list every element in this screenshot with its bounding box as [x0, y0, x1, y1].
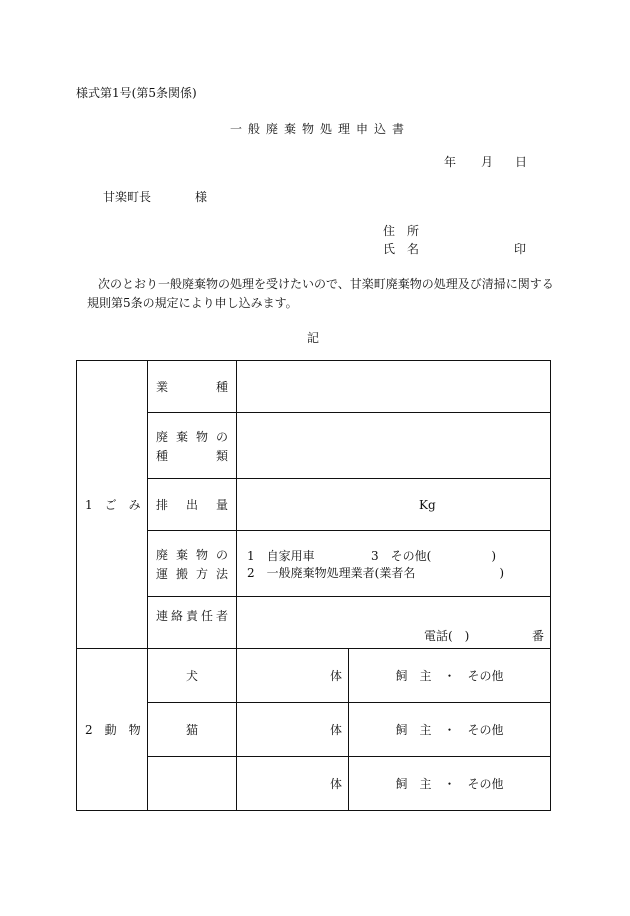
animal-owner-cat[interactable]: 飼 主 ・ その他	[349, 703, 551, 757]
business-type-field[interactable]	[237, 361, 551, 413]
date-year: 年	[444, 155, 457, 169]
transport-option-3[interactable]: 3 その他( )	[371, 548, 496, 563]
animals-section-label: 2 動 物	[77, 649, 148, 811]
animal-type-dog: 犬	[148, 649, 237, 703]
discharge-unit: Kg	[419, 497, 436, 512]
animal-count-dog[interactable]: 体	[237, 649, 349, 703]
animal-count-other[interactable]: 体	[237, 757, 349, 811]
body-line-2: 規則第5条の規定により申し込みます。	[87, 296, 298, 310]
phone-label: 電話( )	[424, 628, 470, 643]
discharge-amount-field[interactable]	[237, 479, 551, 531]
phone-suffix: 番	[532, 628, 545, 643]
animal-count-cat[interactable]: 体	[237, 703, 349, 757]
transport-option-1[interactable]: 1 自家用車	[247, 548, 315, 563]
contact-person-label: 連 絡 責 任 者	[148, 597, 237, 649]
transport-method-field[interactable]	[237, 531, 551, 597]
address-label: 住 所	[383, 224, 420, 238]
animal-type-other[interactable]	[148, 757, 237, 811]
animal-owner-dog[interactable]: 飼 主 ・ その他	[349, 649, 551, 703]
addressee: 甘楽町長	[103, 190, 152, 204]
ki-mark: 記	[307, 331, 320, 345]
date-month: 月	[481, 155, 494, 169]
gomi-section-label: 1 ご み	[77, 361, 148, 649]
document-title: 一般廃棄物処理申込書	[230, 122, 411, 136]
animal-owner-other[interactable]: 飼 主 ・ その他	[349, 757, 551, 811]
contact-person-field[interactable]	[237, 597, 551, 649]
waste-type-field[interactable]	[237, 413, 551, 479]
form-number: 様式第1号(第5条関係)	[76, 86, 197, 100]
date-day: 日	[515, 155, 528, 169]
addressee-suffix: 様	[195, 190, 208, 204]
body-line-1: 次のとおり一般廃棄物の処理を受けたいので、甘楽町廃棄物の処理及び清掃に関する	[98, 277, 554, 291]
seal-mark: 印	[514, 242, 527, 256]
application-table	[76, 360, 551, 811]
name-label: 氏 名	[383, 242, 420, 256]
discharge-amount-label: 排 出 量	[148, 479, 237, 531]
transport-method-label: 廃 棄 物 の 運 搬 方 法	[148, 531, 237, 597]
waste-type-label: 廃 棄 物 の 種 類	[148, 413, 237, 479]
transport-option-2[interactable]: 2 一般廃棄物処理業者(業者名 )	[247, 565, 504, 580]
animal-type-cat: 猫	[148, 703, 237, 757]
business-type-label: 業 種	[148, 361, 237, 413]
